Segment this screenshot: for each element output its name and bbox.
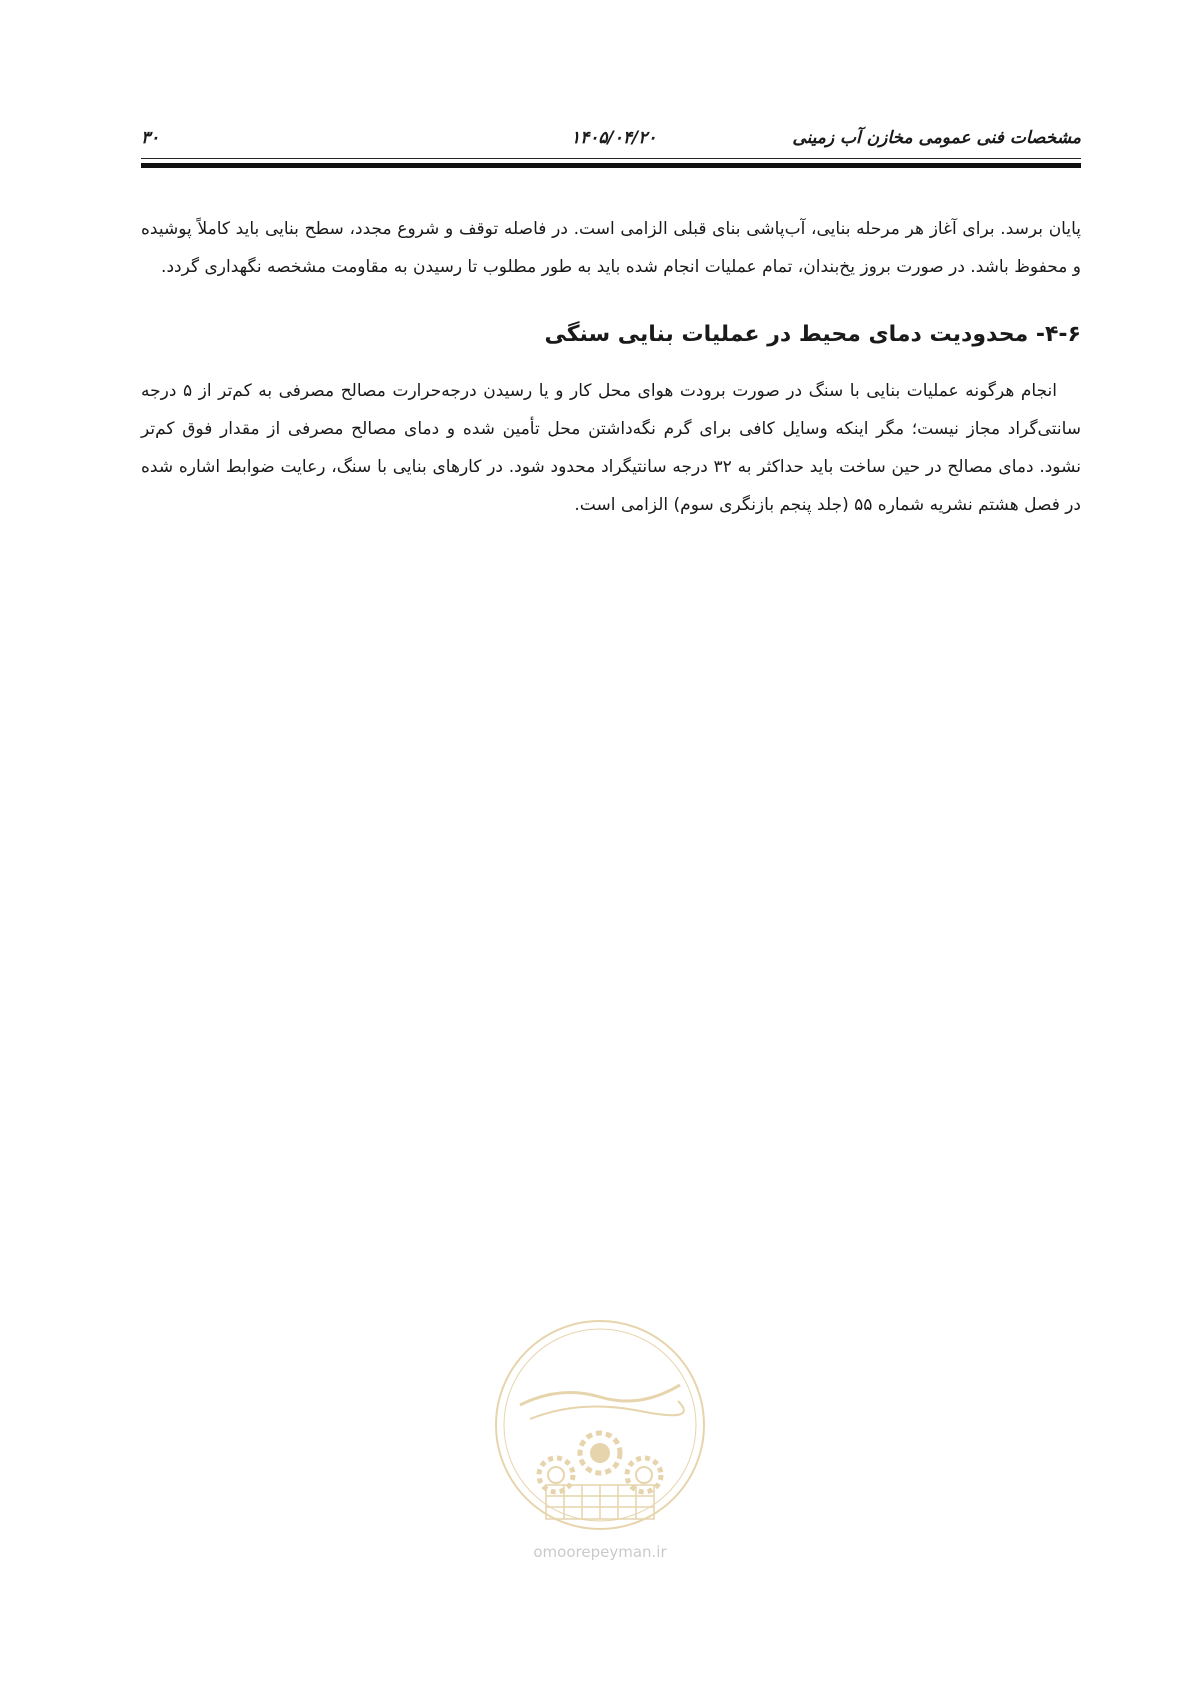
watermark bbox=[490, 1315, 710, 1561]
page-number: ۳۰ bbox=[141, 128, 160, 148]
section-heading: ۴-۶- محدودیت دمای محیط در عملیات بنایی سنگی bbox=[544, 322, 1081, 347]
watermark-logo-icon bbox=[490, 1315, 710, 1535]
page-header bbox=[141, 128, 1081, 154]
page-content bbox=[141, 210, 1081, 524]
section-paragraph: انجام هرگونه عملیات بنایی با سنگ در صورت برودت هوای محل کار و یا رسیدن درجه‌حرارت مصالح مصرفی به کم‌تر از ۵ درجه سانتی‌گراد مجاز نیست؛ مگر اینکه وسایل کافی برای گرم نگه‌داشتن محل تأمین شده و دمای مصالح مصرفی از مقدار فوق کم‌تر نشود. دمای مصالح در حین ساخت باید حداکثر به ۳۲ درجه سانتیگراد محدود شود. در کارهای بنایی با سنگ، رعایت ضوابط اشاره شده در فصل هشتم نشریه شماره ۵۵ (جلد پنجم بازنگری سوم) الزامی است. bbox=[141, 381, 1081, 515]
document-title: مشخصات فنی عمومی مخازن آب زمینی bbox=[792, 128, 1081, 148]
header-date: ۱۴۰۵/۰۴/۲۰ bbox=[571, 128, 657, 148]
header-divider-thick bbox=[141, 163, 1081, 168]
header-divider-thin bbox=[141, 158, 1081, 159]
watermark-url: omoorepeyman.ir bbox=[533, 1543, 667, 1561]
intro-paragraph: پایان برسد. برای آغاز هر مرحله بنایی، آب‌پاشی بنای قبلی الزامی است. در فاصله توقف و شروع مجدد، سطح بنایی باید کاملاً پوشیده و محفوظ باشد. در صورت بروز یخ‌بندان، تمام عملیات انجام شده باید به طور مطلوب تا رسیدن به مقاومت مشخصه نگهداری گردد. bbox=[141, 219, 1081, 277]
